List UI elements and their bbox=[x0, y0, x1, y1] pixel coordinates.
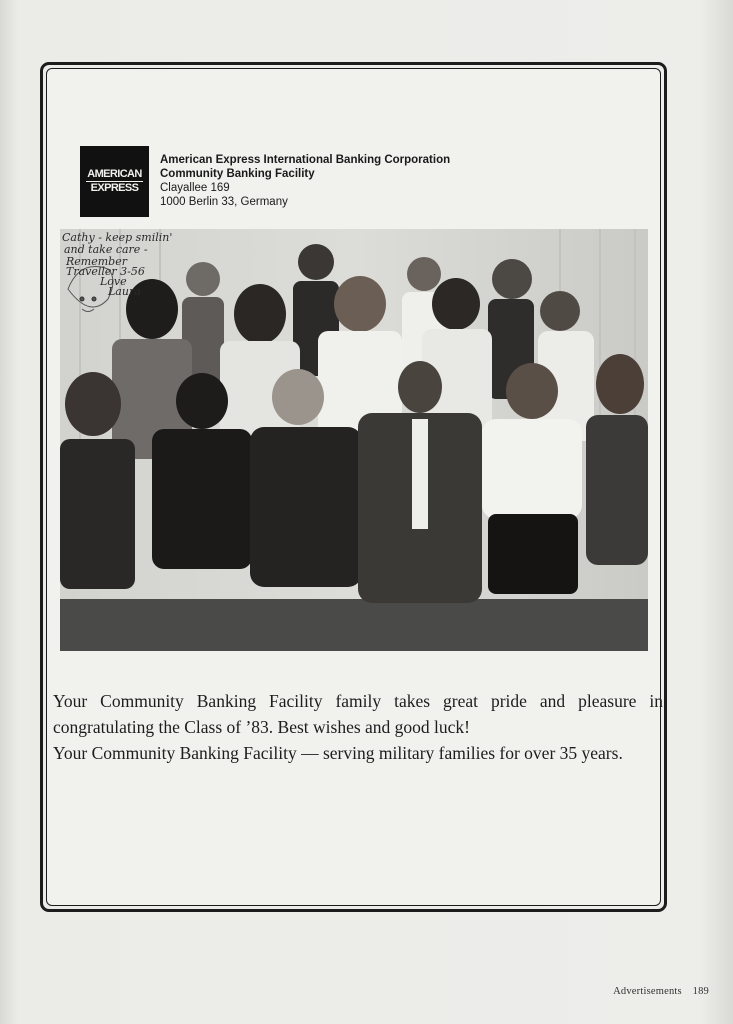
company-name: American Express International Banking Corporation bbox=[160, 154, 451, 166]
page-number: 189 bbox=[692, 986, 709, 997]
logo-line-2: EXPRESS bbox=[90, 182, 139, 194]
body-paragraph-2: Your Community Banking Facility — serving military families for over 35 years. bbox=[53, 743, 623, 763]
page-footer bbox=[613, 986, 709, 997]
staff-group-photo bbox=[60, 229, 648, 651]
american-express-logo bbox=[80, 146, 149, 217]
handwriting-line-6: Laura bbox=[108, 285, 141, 298]
footer-section: Advertisements bbox=[613, 986, 682, 997]
logo-line-1: AMERICAN bbox=[87, 168, 142, 180]
handwriting-line-5: Love bbox=[100, 275, 127, 288]
handwriting-line-3: Remember bbox=[66, 255, 127, 268]
handwriting-line-2: and take care - bbox=[64, 243, 148, 256]
company-address-block bbox=[160, 153, 450, 209]
company-division: Community Banking Facility bbox=[160, 168, 315, 180]
handwriting-line-1: Cathy - keep smilin' bbox=[62, 231, 173, 244]
body-paragraph-1: Your Community Banking Facility family takes great pride and pleasure in congratulating the Class of ’83. Best wishes and good luck! bbox=[53, 691, 663, 737]
company-street: Clayallee 169 bbox=[160, 182, 230, 194]
company-city: 1000 Berlin 33, Germany bbox=[160, 196, 288, 208]
handwriting-line-4: Traveller 3-56 bbox=[66, 265, 145, 278]
ad-body-copy bbox=[53, 688, 663, 766]
